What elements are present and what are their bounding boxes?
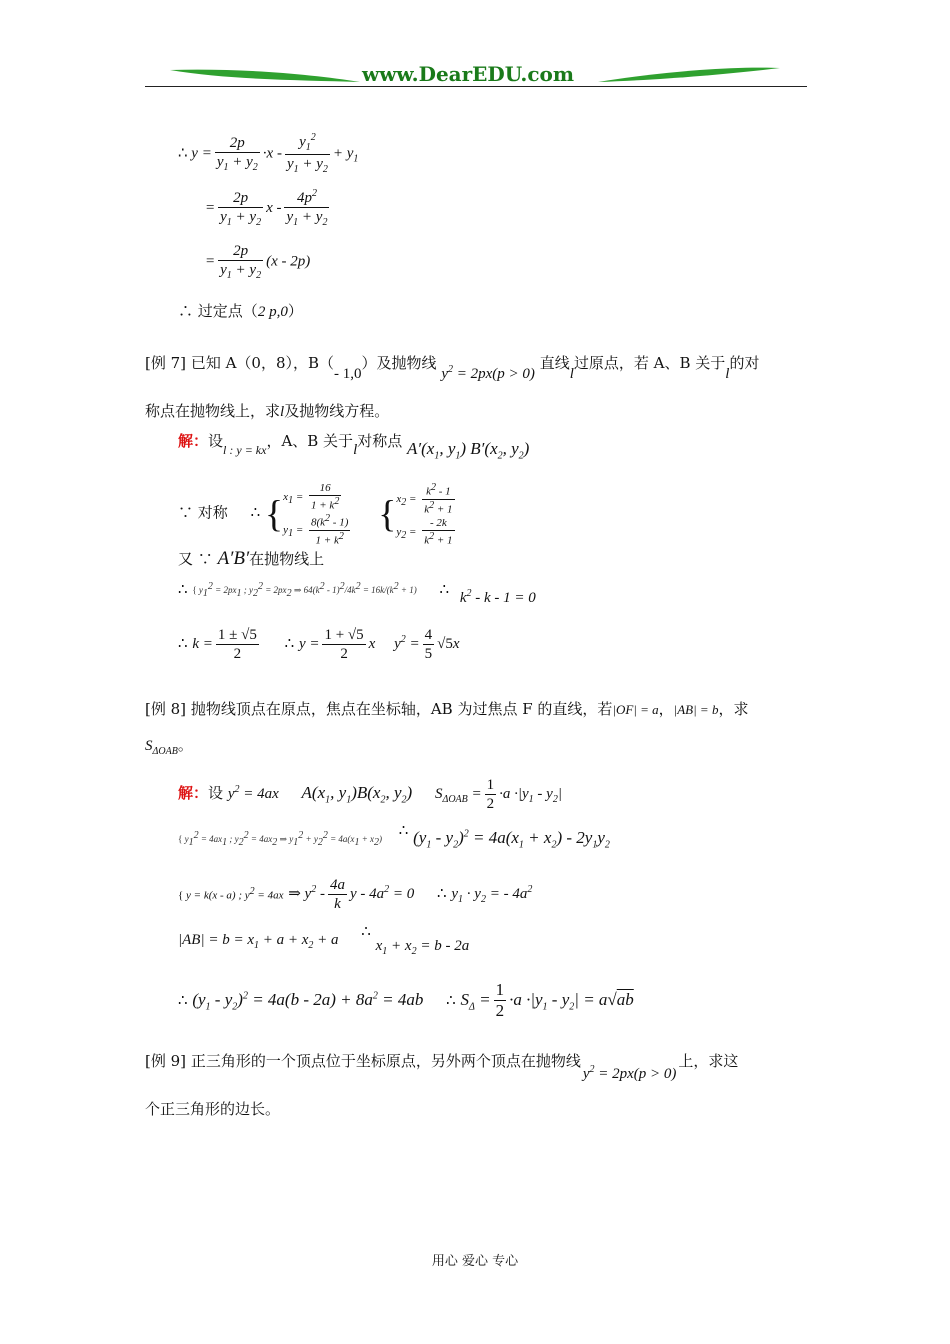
ex8-solution-line-3: { y = k(x - a) ; $y^2 = 4ax$ ⇒ $y^2$ - $\frac{4a}{k}$ $y - 4a^2 = 0$ ∴ $y_1 \cdot y_2$ = - $4a^2$ xyxy=(178,877,533,912)
ex7-line-1: [例 7] 已知 A（0，8），B（- 1,0）及抛物线 $y^2 = 2px(p > 0)$ 直线l过原点，若 A、B 关于l的对 xyxy=(145,354,760,382)
ex8-line-2: $S_{\Delta OAB}$。 xyxy=(145,736,193,757)
ex8-solution-label: 解： xyxy=(178,783,209,802)
ex8-solution-line-4: $|AB| = b = x_1 + a + x_2 + a$ ∴ $x_1 + x_2 = b - 2a$ xyxy=(178,922,470,957)
ex9-line-1: [例 9] 正三角形的一个顶点位于坐标原点，另外两个顶点在抛物线$y^2 = 2px(p > 0)$上，求这 xyxy=(145,1052,739,1082)
ex8-label: [例 8] xyxy=(145,700,187,718)
ex8-solution-line-1: 解：设 $y^2 = 4ax$ $A(x_1$, $y_1)B(x_2$, $y_2$) $S_{\Delta OAB}$ = $\frac{1}{2}$ $\cdot a \cdot|y_1 - y_2|$ xyxy=(178,777,562,812)
ex7-solution-label: 解： xyxy=(178,432,209,450)
derivation-line-3: = $\frac{2p}{y_1 + y_2}$ (x - 2p) xyxy=(205,243,311,281)
therefore-symbol: ∴ xyxy=(178,145,188,162)
ex7-substitute-line: ∴ { $y_1^2 = 2px_1$ ; $y_2^2 = 2px_2$ ⇒ $64(k^2 - 1)^2/4k^2 = 16k/(k^2 + 1)$ ∴ $k^2 - k - 1 = 0$ xyxy=(178,580,536,606)
header-rule xyxy=(145,86,807,87)
derivation-line-2: = $\frac{2p}{y_1 + y_2}$ x - $\frac{4p^2}{y_1 + y_2}$ xyxy=(205,188,328,228)
ex8-line-1: [例 8] 抛物线顶点在原点，焦点在坐标轴，AB 为过焦点 F 的直线，若|OF| = a，|AB| = b，求 xyxy=(145,700,749,718)
ex7-label: [例 7] xyxy=(145,354,187,372)
ex8-solution-line-5: ∴ $(y_1 - y_2)^2 = 4a(b - 2a) + 8a^2 = 4ab$ ∴ $S_\Delta$ = $\frac{1}{2}$ $\cdot a \cdot|y_1 - y_2| = a√ab$ xyxy=(178,980,634,1021)
footer-text: 用心 爱心 专心 xyxy=(431,1254,519,1269)
ex9-label: [例 9] xyxy=(145,1052,187,1070)
ex7-line-2: 称点在抛物线上，求l及抛物线方程。 xyxy=(145,402,390,420)
derivation-line-4: ∴ 过定点（2 p,0） xyxy=(178,302,303,320)
ex8-solution-line-2: { $y_1^2 = 4ax_1$ ; $y_2^2 = 4ax_2$ ⇒ $y_1^2 + y_2^2 = 4a(x_1 + x_2)$ ∴ $(y_1 - y_2)^2 = 4a(x_1 + x_2) - 2y_1y_2$ xyxy=(178,821,610,851)
derivation-line-1: ∴ y = $\frac{2p}{y_1 + y_2}$ ·x - $\frac{y_1^2}{y_1 + y_2}$ + $y_1$ xyxy=(178,132,359,175)
ex7-also-line: 又 ∵ A′B′在抛物线上 xyxy=(178,548,325,569)
header-site-name: www.DearEDU.com xyxy=(362,62,575,86)
ex7-result-line: ∴ k = $\frac{1 \pm √5}{2}$ ∴ y = $\frac{1 + √5}{2}$ x $y^2$ = $\frac{4}{5}$ √5x xyxy=(178,627,460,662)
ex7-symmetry-line: ∵ 对称 ∴ { $x_1$ = $\frac{16}{1 + k^2}$ $y_1$ = $\frac{8(k^2 - 1)}{1 + k^2}$ { $x_2$ = $\frac{k^2 - 1}{k^2 + 1}$ $y_2$ = $\frac{- 2k}{k^2 + 1}$ xyxy=(178,482,453,547)
ex9-line-2: 个正三角形的边长。 xyxy=(145,1100,281,1118)
ex7-solution-line-1: 解：设$_{l : y = kx}$，A、B 关于l对称点 $A'(x_1$, $y_1$) $B'(x_2$, $y_2$) xyxy=(178,432,530,462)
